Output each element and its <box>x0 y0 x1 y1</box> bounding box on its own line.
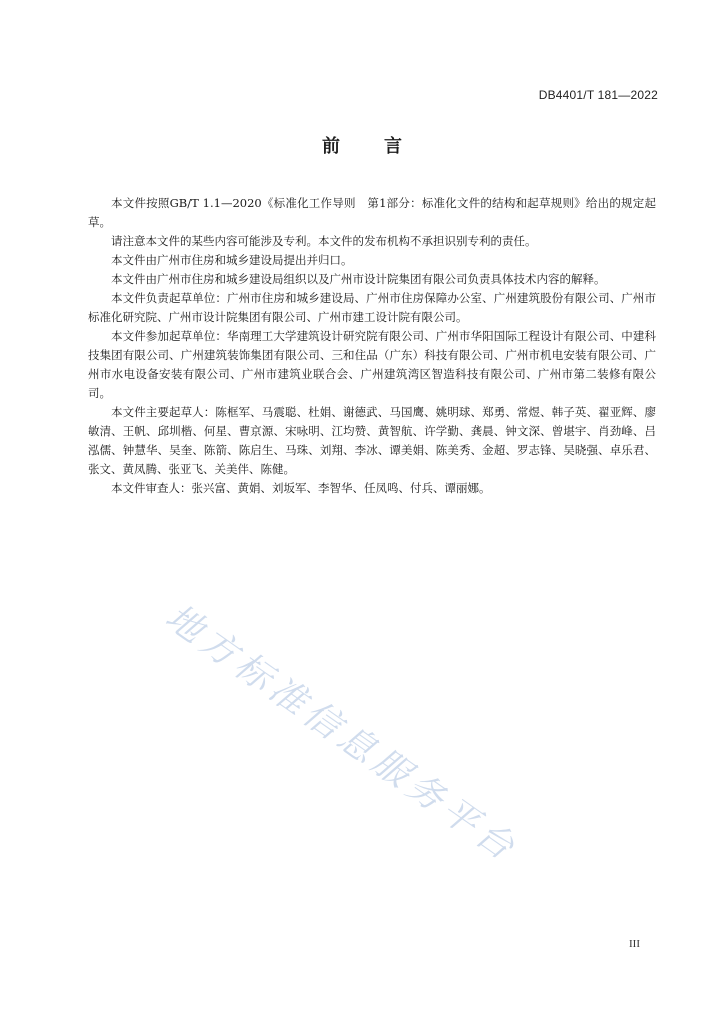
title-part-1: 前 <box>322 136 340 157</box>
page-title <box>0 132 724 158</box>
title-part-2: 言 <box>384 136 402 157</box>
paragraph-reviewers: 本文件审查人：张兴富、黄娟、刘坂军、李智华、任凤鸣、付兵、谭丽娜。 <box>111 481 491 495</box>
paragraph-lead-drafters: 本文件负责起草单位：广州市住房和城乡建设局、广州市住房保障办公室、广州建筑股份有限公司、广州市标准化研究院、广州市设计院集团有限公司、广州市建工设计院有限公司。 <box>88 291 656 324</box>
paragraph-patent-notice: 请注意本文件的某些内容可能涉及专利。本文件的发布机构不承担识别专利的责任。 <box>111 234 537 248</box>
paragraph-interpretation: 本文件由广州市住房和城乡建设局组织以及广州市设计院集团有限公司负责具体技术内容的解释。 <box>111 272 606 286</box>
paragraph-drafting-rules: 本文件按照GB/T 1.1—2020《标准化工作导则 第1部分：标准化文件的结构和起草规则》给出的规定起草。 <box>88 196 656 229</box>
watermark-text: 地方标准信息服务平台 <box>157 596 526 872</box>
document-code: DB4401/T 181—2022 <box>538 88 658 102</box>
paragraph-proposer: 本文件由广州市住房和城乡建设局提出并归口。 <box>111 253 353 267</box>
paragraph-participating-drafters: 本文件参加起草单位：华南理工大学建筑设计研究院有限公司、广州市华阳国际工程设计有限公司、中建科技集团有限公司、广州建筑装饰集团有限公司、三和住品（广东）科技有限公司、广州市机电安装有限公司、广州市水电设备安装有限公司、广州市建筑业联合会、广州建筑湾区智造科技有限公司、广州市第二装修有限公司。 <box>88 329 656 400</box>
paragraph-main-authors: 本文件主要起草人：陈框军、马震聪、杜娟、谢德武、马国鹰、姚明球、郑勇、常煜、韩子英、翟亚辉、廖敏清、王帆、邱圳楷、何星、曹京源、宋咏明、江均赞、黄智航、许学勤、龚晨、钟文深、曾堪宇、肖劲峰、吕泓儒、钟慧华、吴奎、陈箭、陈启生、马珠、刘翔、李冰、谭美娟、陈美秀、金超、罗志锋、吴晓强、卓乐君、张文、黄凤腾、张亚飞、关美伴、陈健。 <box>88 405 656 476</box>
page-number: III <box>629 938 640 950</box>
foreword-body <box>88 194 656 498</box>
